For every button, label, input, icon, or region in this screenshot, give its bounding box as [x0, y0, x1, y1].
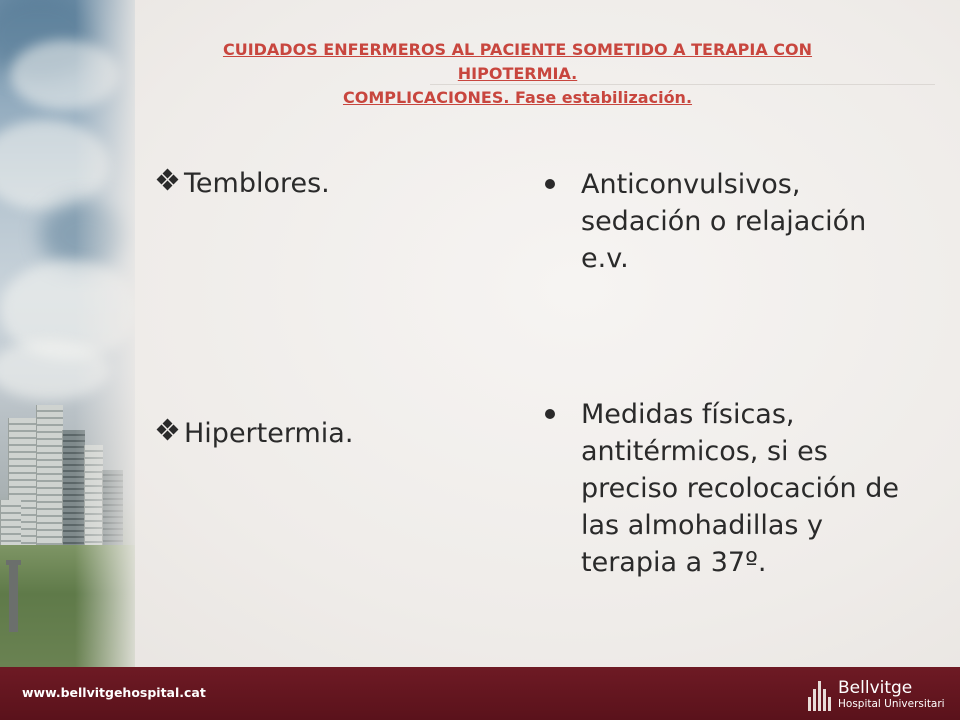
- logo-subtitle: Hospital Universitari: [838, 698, 945, 710]
- diamond-bullet-icon: [158, 170, 178, 190]
- bullet-dot-icon: [545, 409, 555, 419]
- left-item-label: Temblores.: [184, 168, 330, 199]
- title-line-2: HIPOTERMIA.: [457, 64, 578, 83]
- slide-title: [150, 38, 885, 110]
- left-item-label: Hipertermia.: [184, 418, 354, 449]
- right-line: Anticonvulsivos,: [581, 169, 801, 200]
- title-line-3: COMPLICACIONES. Fase estabilización.: [342, 88, 693, 107]
- left-item-temblores: [158, 168, 330, 199]
- right-item-anticonvulsivos: [545, 166, 945, 277]
- right-line: terapia a 37º.: [581, 547, 767, 578]
- footer-url[interactable]: www.bellvitgehospital.cat: [22, 685, 206, 700]
- left-item-hipertermia: [158, 418, 353, 449]
- bullet-dot-icon: [545, 179, 555, 189]
- right-line: las almohadillas y: [581, 510, 824, 541]
- right-item-medidas: [545, 396, 945, 581]
- right-line: sedación o relajación: [581, 206, 867, 237]
- hospital-photo: [0, 0, 135, 667]
- right-line: antitérmicos, si es: [581, 436, 828, 467]
- right-line: Medidas físicas,: [581, 399, 795, 430]
- logo-bars-icon: [808, 681, 834, 711]
- bellvitge-logo: [808, 675, 953, 715]
- footer-bar: [0, 667, 960, 720]
- title-line-1: CUIDADOS ENFERMEROS AL PACIENTE SOMETIDO A TERAPIA CON: [222, 40, 813, 59]
- right-line: preciso recolocación de: [581, 473, 899, 504]
- logo-name: Bellvitge: [838, 678, 913, 698]
- right-line: e.v.: [581, 243, 629, 274]
- diamond-bullet-icon: [158, 420, 178, 440]
